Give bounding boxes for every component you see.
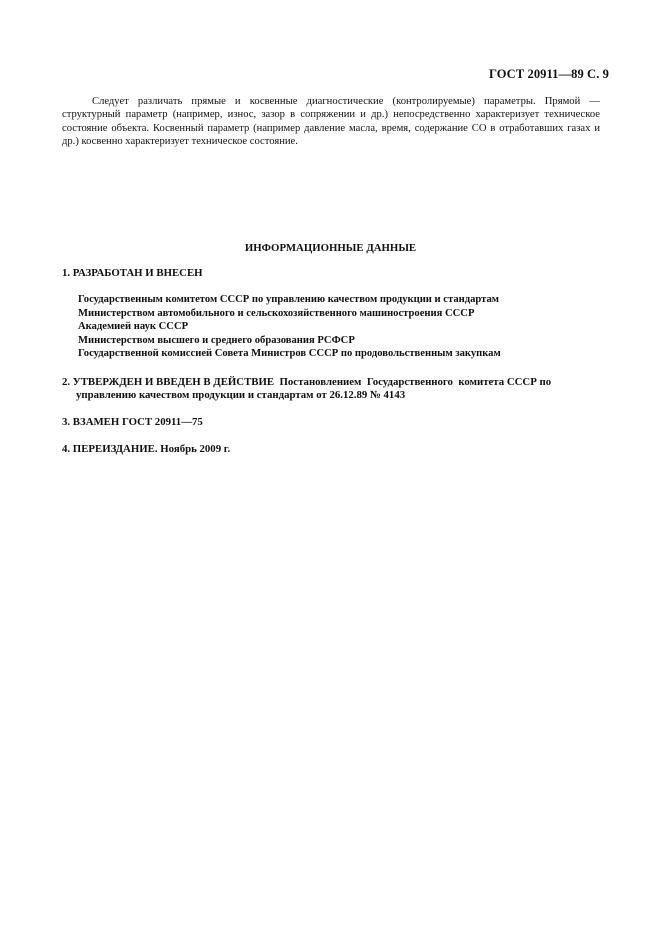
org-item: Государственной комиссией Совета Министров СССР по продовольственным закупкам <box>78 348 501 359</box>
info-item-2 <box>62 376 602 403</box>
intro-paragraph: Следует различать прямые и косвенные диагностические (контролируемые) параметры. Прямой — структурный параметр (например, износ, зазор в сопряжении и др.) непосредственно характеризует техническое состояние объекта. Косвенный параметр (например давление масла, время, содержание СО в отработавших газах и др.) косвенно характеризует техническое состояние. <box>62 96 600 148</box>
developer-org-list <box>78 293 598 361</box>
info-item-4 <box>62 443 602 456</box>
org-item: Академией наук СССР <box>78 321 189 332</box>
item-2-label: 2. УТВЕРЖДЕН И ВВЕДЕН В ДЕЙСТВИЕ <box>62 376 275 388</box>
item-4-label: 4. ПЕРЕИЗДАНИЕ. <box>62 443 158 455</box>
item-2-text-line2: управлению качеством продукции и стандартам от 26.12.89 № 4143 <box>76 389 406 402</box>
item-1-label: 1. РАЗРАБОТАН И ВНЕСЕН <box>62 267 203 279</box>
org-item: Министерством высшего и среднего образования РСФСР <box>78 334 355 346</box>
info-item-1 <box>62 267 602 280</box>
org-item: Министерством автомобильного и сельскохозяйственного машиностроения СССР <box>78 307 475 319</box>
item-4-text: Ноябрь 2009 г. <box>160 443 231 455</box>
item-3-label: 3. ВЗАМЕН ГОСТ 20911—75 <box>62 416 203 428</box>
item-2-text-line1: Постановлением Государственного комитета СССР по <box>279 376 552 388</box>
info-section-title: ИНФОРМАЦИОННЫЕ ДАННЫЕ <box>244 242 417 254</box>
info-item-3 <box>62 416 602 429</box>
page-header: ГОСТ 20911—89 С. 9 <box>488 67 609 81</box>
org-item: Государственным комитетом СССР по управлению качеством продукции и стандартам <box>78 294 499 305</box>
